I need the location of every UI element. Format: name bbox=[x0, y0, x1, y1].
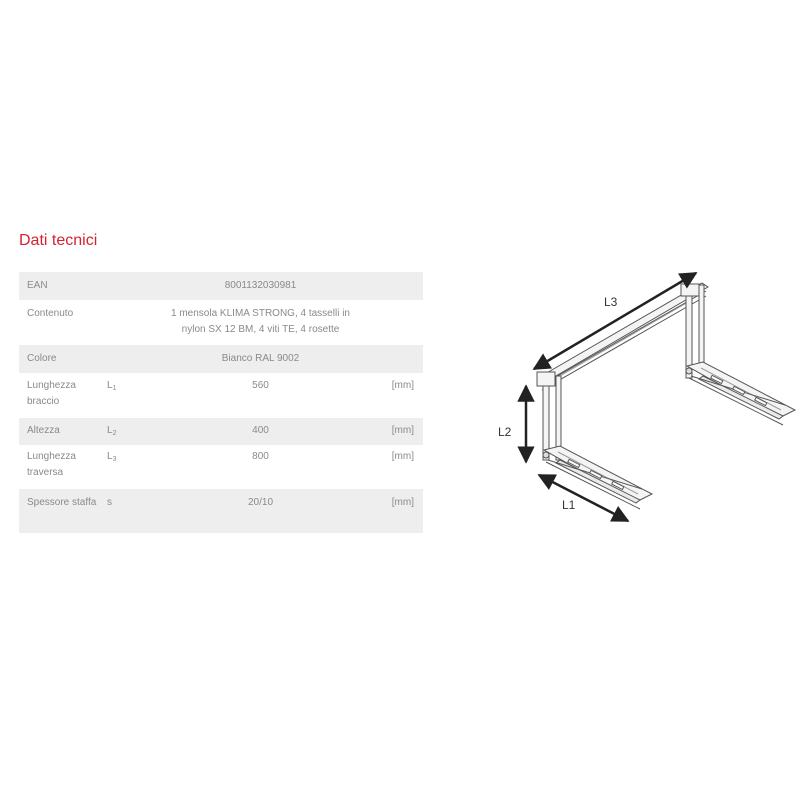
row-symbol: $L_1$ bbox=[107, 380, 117, 392]
right-arm bbox=[687, 362, 795, 425]
row-value: 560 bbox=[252, 380, 269, 391]
dimension-label-l3: L3 bbox=[604, 295, 618, 309]
section-title: Dati tecnici bbox=[19, 232, 98, 249]
left-arm bbox=[544, 446, 652, 509]
row-symbol: s bbox=[107, 489, 147, 533]
row-value: 8001132030981 bbox=[147, 272, 374, 300]
row-unit: [mm] bbox=[374, 418, 423, 445]
row-unit: [mm] bbox=[391, 451, 414, 462]
row-value: Bianco RAL 9002 bbox=[147, 345, 374, 373]
dimension-label-l2: L2 bbox=[498, 425, 512, 439]
row-symbol: $L_3$ bbox=[107, 451, 117, 463]
row-unit: [mm] bbox=[391, 380, 414, 391]
row-label: Lunghezza braccio bbox=[27, 380, 76, 407]
row-label: Spessore staffa bbox=[19, 489, 107, 533]
row-label: Lunghezza traversa bbox=[27, 451, 76, 478]
crossbar bbox=[538, 283, 708, 390]
row-label: Altezza bbox=[19, 418, 107, 445]
row-value: 800 bbox=[252, 451, 269, 462]
row-value: 400 bbox=[147, 418, 374, 445]
dimension-arrow-l3 bbox=[534, 273, 696, 369]
row-value: 20/10 bbox=[147, 489, 374, 533]
row-unit: [mm] bbox=[374, 489, 423, 533]
row-label: Contenuto bbox=[27, 308, 74, 319]
row-value: 1 mensola KLIMA STRONG, 4 tasselli in nylon SX 12 BM, 4 viti TE, 4 rosette bbox=[171, 308, 350, 335]
row-label: Colore bbox=[19, 345, 107, 373]
dimension-label-l1: L1 bbox=[562, 498, 576, 512]
row-label: EAN bbox=[19, 272, 107, 300]
row-symbol: $L_2$ bbox=[107, 418, 147, 445]
